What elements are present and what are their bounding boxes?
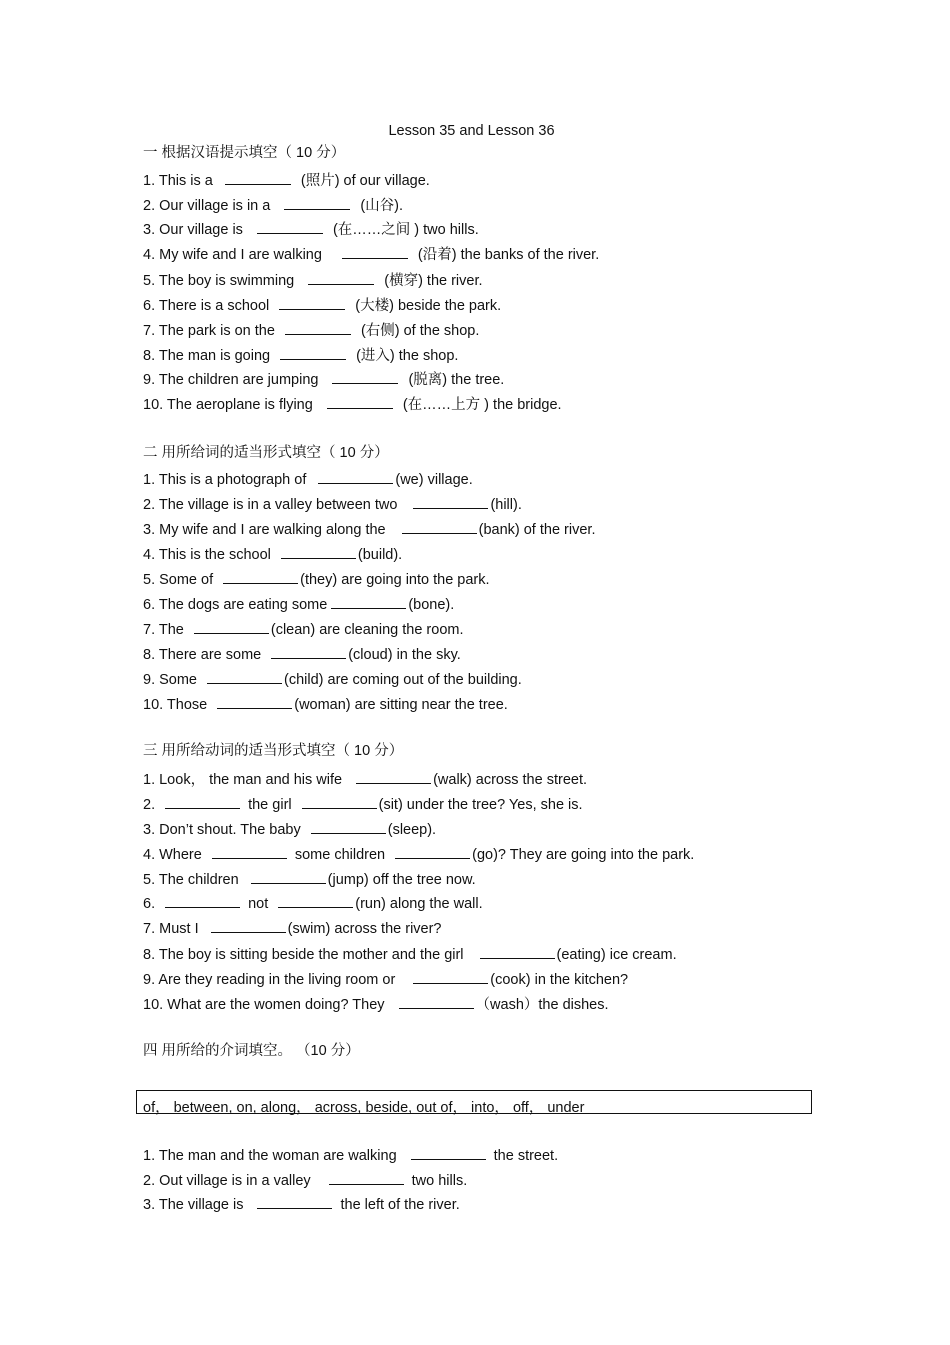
s3-question-8: 8. The boy is sitting beside the mother and the girl (eating) ice cream. [143, 947, 677, 963]
s3-question-1: 1. Look， the man and his wife (walk) across the street. [143, 772, 588, 788]
answer-blank[interactable] [207, 671, 282, 684]
s2-question-3: 3. My wife and I are walking along the (bank) of the river. [143, 522, 596, 538]
answer-blank[interactable] [399, 996, 474, 1009]
s3-question-10: 10. What are the women doing? They （wash）the dishes. [143, 997, 609, 1013]
section-1-heading: 一 根据汉语提示填空（ 10 分） [143, 145, 346, 161]
answer-blank[interactable] [327, 396, 393, 409]
answer-blank[interactable] [318, 471, 393, 484]
answer-blank[interactable] [212, 846, 287, 859]
s1-question-8: 8. The man is going (进入) the shop. [143, 348, 459, 364]
answer-blank[interactable] [395, 846, 470, 859]
s3-question-6: 6. not (run) along the wall. [143, 896, 483, 912]
s2-question-7: 7. The (clean) are cleaning the room. [143, 622, 464, 638]
s3-question-3: 3. Don’t shout. The baby (sleep). [143, 822, 437, 838]
section-4-heading: 四 用所给的介词填空。 （10 分） [143, 1043, 360, 1059]
s2-question-4: 4. This is the school (build). [143, 547, 403, 563]
s3-question-7: 7. Must I (swim) across the river? [143, 921, 442, 937]
answer-blank[interactable] [257, 1196, 332, 1209]
answer-blank[interactable] [251, 871, 326, 884]
answer-blank[interactable] [278, 895, 353, 908]
s1-question-7: 7. The park is on the (右侧) of the shop. [143, 323, 480, 339]
s1-question-5: 5. The boy is swimming (横穿) the river. [143, 273, 483, 289]
s3-question-9: 9. Are they reading in the living room or (cook) in the kitchen? [143, 972, 629, 988]
answer-blank[interactable] [402, 521, 477, 534]
answer-blank[interactable] [223, 571, 298, 584]
section-2-heading: 二 用所给词的适当形式填空（ 10 分） [143, 445, 389, 461]
s1-question-9: 9. The children are jumping (脱离) the tree. [143, 372, 505, 388]
s1-question-4: 4. My wife and I are walking (沿着) the banks of the river. [143, 247, 600, 263]
answer-blank[interactable] [413, 971, 488, 984]
s4-question-2: 2. Out village is in a valley two hills. [143, 1173, 468, 1189]
s2-question-9: 9. Some (child) are coming out of the building. [143, 672, 522, 688]
answer-blank[interactable] [342, 246, 408, 259]
s4-question-1: 1. The man and the woman are walking the street. [143, 1148, 559, 1164]
s3-question-2: 2. the girl (sit) under the tree? Yes, she is. [143, 797, 583, 813]
page-title: Lesson 35 and Lesson 36 [388, 123, 555, 139]
s1-question-2: 2. Our village is in a (山谷). [143, 198, 404, 214]
s1-question-3: 3. Our village is (在……之间 ) two hills. [143, 222, 479, 238]
s1-question-1: 1. This is a (照片) of our village. [143, 173, 430, 189]
answer-blank[interactable] [284, 197, 350, 210]
s2-question-8: 8. There are some (cloud) in the sky. [143, 647, 461, 663]
s2-question-2: 2. The village is in a valley between two (hill). [143, 497, 522, 513]
answer-blank[interactable] [308, 272, 374, 285]
answer-blank[interactable] [356, 771, 431, 784]
answer-blank[interactable] [285, 322, 351, 335]
answer-blank[interactable] [332, 371, 398, 384]
s2-question-1: 1. This is a photograph of (we) village. [143, 472, 473, 488]
s1-question-6: 6. There is a school (大楼) beside the park. [143, 298, 502, 314]
answer-blank[interactable] [413, 496, 488, 509]
answer-blank[interactable] [225, 172, 291, 185]
answer-blank[interactable] [329, 1172, 404, 1185]
s3-question-4: 4. Where some children (go)? They are going into the park. [143, 847, 695, 863]
answer-blank[interactable] [271, 646, 346, 659]
s3-question-5: 5. The children (jump) off the tree now. [143, 872, 476, 888]
answer-blank[interactable] [165, 796, 240, 809]
answer-blank[interactable] [217, 696, 292, 709]
answer-blank[interactable] [194, 621, 269, 634]
answer-blank[interactable] [302, 796, 377, 809]
answer-blank[interactable] [331, 596, 406, 609]
answer-blank[interactable] [311, 821, 386, 834]
word-list: of， between, on, along， across, beside, out of， into， off， under [143, 1100, 585, 1116]
s4-question-3: 3. The village is the left of the river. [143, 1197, 460, 1213]
answer-blank[interactable] [165, 895, 240, 908]
answer-blank[interactable] [211, 920, 286, 933]
answer-blank[interactable] [280, 347, 346, 360]
section-3-heading: 三 用所给动词的适当形式填空（ 10 分） [143, 743, 404, 759]
answer-blank[interactable] [279, 297, 345, 310]
s1-question-10: 10. The aeroplane is flying (在……上方 ) the bridge. [143, 397, 562, 413]
answer-blank[interactable] [257, 221, 323, 234]
answer-blank[interactable] [411, 1147, 486, 1160]
answer-blank[interactable] [480, 946, 555, 959]
s2-question-10: 10. Those (woman) are sitting near the tree. [143, 697, 508, 713]
s2-question-5: 5. Some of (they) are going into the park. [143, 572, 490, 588]
answer-blank[interactable] [281, 546, 356, 559]
preposition-word-box [136, 1090, 812, 1114]
s2-question-6: 6. The dogs are eating some (bone). [143, 597, 455, 613]
